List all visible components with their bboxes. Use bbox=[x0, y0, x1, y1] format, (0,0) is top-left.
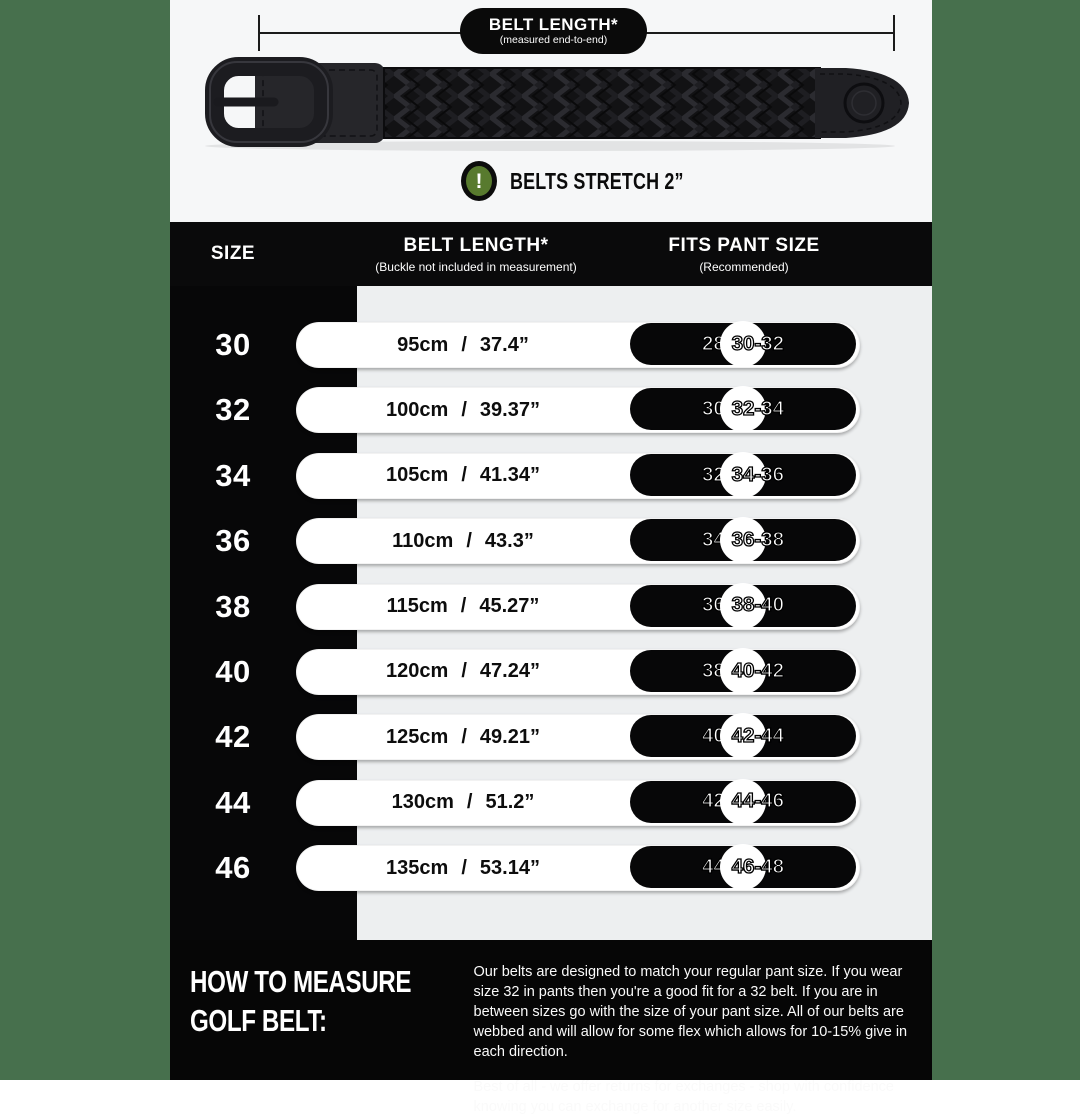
length-separator: / bbox=[461, 398, 467, 421]
header-fits-label: FITS PANT SIZE bbox=[668, 234, 820, 256]
fits-pant-size-value: 32 - 34 - 36 bbox=[630, 454, 856, 496]
length-inches: 51.2” bbox=[485, 791, 535, 814]
belt-tip bbox=[815, 68, 909, 138]
header-col-fits-pant-size bbox=[630, 222, 858, 286]
table-row bbox=[170, 714, 932, 760]
how-to-measure-section bbox=[170, 940, 932, 1115]
fits-pant-size-value: 44 - 46 - 48 bbox=[630, 846, 856, 888]
length-cm: 135cm bbox=[386, 856, 449, 879]
belt-illustration bbox=[170, 52, 932, 152]
heading-line-2: GOLF BELT: bbox=[190, 1003, 327, 1038]
length-inches: 37.4” bbox=[479, 333, 529, 356]
row-pill bbox=[296, 649, 860, 695]
belt-length-value bbox=[296, 845, 630, 891]
length-cm: 130cm bbox=[391, 791, 454, 814]
row-pill bbox=[296, 518, 860, 564]
row-pill bbox=[296, 780, 860, 826]
length-cm: 95cm bbox=[397, 333, 449, 356]
table-row bbox=[170, 584, 932, 630]
length-inches: 43.3” bbox=[484, 529, 534, 552]
size-value: 36 bbox=[215, 523, 251, 559]
belt-length-value bbox=[296, 649, 630, 695]
heading-line-1: HOW TO MEASURE bbox=[190, 964, 412, 999]
belt-length-value bbox=[296, 518, 630, 564]
table-row bbox=[170, 518, 932, 564]
table-row bbox=[170, 845, 932, 891]
belt-length-value bbox=[296, 453, 630, 499]
header-col-size bbox=[170, 222, 296, 286]
size-value: 42 bbox=[215, 719, 251, 755]
length-cm: 120cm bbox=[386, 660, 449, 683]
length-cm: 105cm bbox=[386, 464, 449, 487]
fits-pant-size-value: 30 - 32 - 34 bbox=[630, 388, 856, 430]
length-cm: 100cm bbox=[386, 398, 449, 421]
fits-pant-size-value: 28 - 30 - 32 bbox=[630, 323, 856, 365]
belt-length-value bbox=[296, 780, 630, 826]
table-row bbox=[170, 649, 932, 695]
length-separator: / bbox=[460, 595, 467, 618]
length-separator: / bbox=[461, 725, 467, 748]
header-belt-length-sub: (Buckle not included in measurement) bbox=[375, 259, 577, 274]
length-cm: 110cm bbox=[392, 529, 454, 552]
header-fits-sub: (Recommended) bbox=[699, 259, 789, 274]
size-value: 40 bbox=[215, 653, 251, 689]
belt-length-callout-title: BELT LENGTH* bbox=[488, 15, 619, 34]
table-row bbox=[170, 780, 932, 826]
fits-pant-size-value: 34 - 36 - 38 bbox=[630, 519, 856, 561]
length-cm: 125cm bbox=[386, 725, 449, 748]
exclamation-icon bbox=[461, 161, 497, 201]
length-inches: 53.14” bbox=[479, 856, 540, 879]
table-row bbox=[170, 453, 932, 499]
table-rows bbox=[170, 286, 932, 891]
belt-diagram-section bbox=[170, 0, 932, 222]
length-separator: / bbox=[466, 791, 473, 814]
size-value: 46 bbox=[215, 850, 251, 886]
length-inches: 47.24” bbox=[479, 660, 540, 683]
header-col-belt-length bbox=[296, 222, 656, 286]
table-body bbox=[170, 286, 932, 940]
table-header bbox=[170, 222, 932, 286]
header-belt-length-label: BELT LENGTH* bbox=[403, 234, 549, 256]
header-size-label: SIZE bbox=[210, 243, 256, 264]
length-separator: / bbox=[461, 856, 467, 879]
length-separator: / bbox=[461, 660, 467, 683]
length-inches: 41.34” bbox=[479, 464, 540, 487]
fits-pant-size-value: 36 - 38 - 40 bbox=[630, 585, 856, 627]
belt-length-callout-subtitle: (measured end-to-end) bbox=[499, 34, 608, 46]
fits-pant-size-value: 38 - 40 - 42 bbox=[630, 650, 856, 692]
measure-paragraph-2: Best of all - we offer returns for exchanges - shop with confidence knowing you can exchange for another size easily. bbox=[473, 1079, 894, 1115]
belt-length-callout bbox=[460, 8, 647, 54]
exclamation-glyph: ! bbox=[475, 169, 483, 193]
length-inches: 39.37” bbox=[479, 398, 540, 421]
row-pill bbox=[296, 453, 860, 499]
measure-paragraph-1: Our belts are designed to match your regular pant size. If you wear size 32 in pants then you're a good fit for a 32 belt. If you are in between sizes go with the size of your pant size. All of our belts are webbed and will allow for some flex which allows for 10-15% give in each direction. bbox=[473, 964, 908, 1060]
belt-length-value bbox=[296, 322, 630, 368]
length-inches: 49.21” bbox=[479, 725, 540, 748]
length-cm: 115cm bbox=[386, 595, 448, 618]
size-value: 30 bbox=[215, 327, 251, 362]
how-to-measure-text bbox=[473, 962, 925, 1115]
table-row bbox=[170, 387, 932, 433]
row-pill bbox=[296, 584, 860, 630]
row-pill bbox=[296, 322, 860, 368]
length-separator: / bbox=[461, 333, 467, 356]
size-value: 38 bbox=[215, 588, 251, 624]
length-separator: / bbox=[461, 464, 467, 487]
length-separator: / bbox=[466, 529, 472, 552]
size-value: 44 bbox=[215, 784, 251, 820]
row-pill bbox=[296, 714, 860, 760]
size-value: 32 bbox=[215, 392, 251, 428]
belt-braided-strap bbox=[384, 68, 820, 138]
belt-length-value bbox=[296, 584, 630, 630]
belt-length-value bbox=[296, 387, 630, 433]
content-panel bbox=[170, 0, 932, 1115]
stretch-note bbox=[461, 161, 733, 201]
fits-pant-size-value: 40 - 42 - 44 bbox=[630, 715, 856, 757]
table-row bbox=[170, 322, 932, 368]
row-pill bbox=[296, 845, 860, 891]
fits-pant-size-value: 42 - 44 - 46 bbox=[630, 781, 856, 823]
how-to-measure-heading bbox=[190, 962, 474, 1080]
stretch-note-label: BELTS STRETCH 2” bbox=[510, 167, 684, 194]
size-value: 34 bbox=[215, 457, 251, 493]
length-inches: 45.27” bbox=[479, 595, 540, 618]
belt-length-value bbox=[296, 714, 630, 760]
row-pill bbox=[296, 387, 860, 433]
